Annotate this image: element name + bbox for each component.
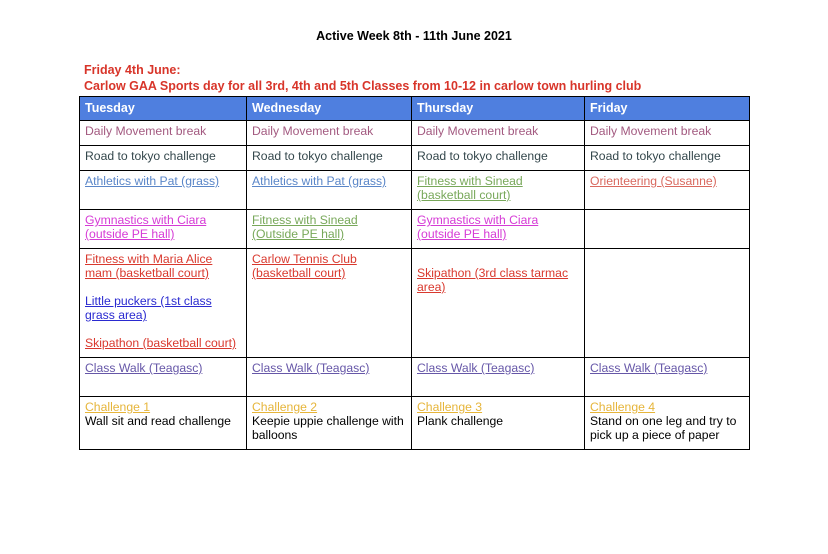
activity-text: Road to tokyo challenge	[590, 149, 721, 163]
table-cell-wednesday	[247, 121, 412, 146]
table-cell-tuesday	[80, 146, 247, 171]
activity-text: Stand on one leg and try to pick up a piece of paper	[590, 414, 737, 442]
activity-link[interactable]: Gymnastics with Ciara (outside PE hall)	[417, 213, 539, 241]
activity-text: Road to tokyo challenge	[85, 149, 216, 163]
document-title: Active Week 8th - 11th June 2021	[316, 29, 512, 43]
activity-text: Wall sit and read challenge	[85, 414, 231, 428]
activity-text: Daily Movement break	[252, 124, 374, 138]
notice-date: Friday 4th June:	[84, 63, 181, 77]
activity-link[interactable]: Athletics with Pat (grass)	[85, 174, 220, 188]
table-row	[80, 146, 750, 171]
table-cell-friday	[585, 121, 750, 146]
table-cell-tuesday	[80, 210, 247, 249]
activity-link[interactable]: Class Walk (Teagasc)	[252, 361, 370, 375]
table-cell-tuesday	[80, 397, 247, 450]
activity-link[interactable]: Fitness with Maria Alice mam (basketball court)	[85, 252, 213, 280]
activity-link[interactable]: Carlow Tennis Club (basketball court)	[252, 252, 357, 280]
activity-text: Daily Movement break	[590, 124, 712, 138]
activity-link[interactable]: Class Walk (Teagasc)	[590, 361, 708, 375]
activity-link[interactable]: Orienteering (Susanne)	[590, 174, 717, 188]
activity-link[interactable]: Challenge 2	[252, 400, 318, 414]
activity-link[interactable]: Challenge 1	[85, 400, 151, 414]
table-row	[80, 121, 750, 146]
table-cell-friday	[585, 146, 750, 171]
column-header-tuesday: Tuesday	[80, 97, 247, 121]
activity-link[interactable]: Fitness with Sinead (Outside PE hall)	[252, 213, 358, 241]
activity-link[interactable]: Athletics with Pat (grass)	[252, 174, 387, 188]
table-cell-wednesday	[247, 210, 412, 249]
table-cell-tuesday	[80, 171, 247, 210]
activity-link[interactable]: Gymnastics with Ciara (outside PE hall)	[85, 213, 207, 241]
activity-text: Daily Movement break	[85, 124, 207, 138]
table-cell-wednesday	[247, 397, 412, 450]
table-row	[80, 397, 750, 450]
column-header-friday: Friday	[585, 97, 750, 121]
activity-link[interactable]: Class Walk (Teagasc)	[417, 361, 535, 375]
table-cell-friday	[585, 171, 750, 210]
activity-link[interactable]: Class Walk (Teagasc)	[85, 361, 203, 375]
table-cell-wednesday	[247, 358, 412, 397]
table-cell-thursday	[412, 121, 585, 146]
activity-text: Road to tokyo challenge	[417, 149, 548, 163]
column-header-wednesday: Wednesday	[247, 97, 412, 121]
notice-text: Carlow GAA Sports day for all 3rd, 4th and 5th Classes from 10-12 in carlow town hurling club	[84, 78, 642, 93]
table-row	[80, 171, 750, 210]
table-row	[80, 249, 750, 358]
table-cell-friday	[585, 210, 750, 249]
table-cell-thursday	[412, 397, 585, 450]
header-row	[80, 97, 750, 121]
activity-link[interactable]: Skipathon (basketball court)	[85, 336, 237, 350]
table-cell-tuesday	[80, 249, 247, 358]
activity-text: Plank challenge	[417, 414, 504, 428]
column-header-thursday: Thursday	[412, 97, 585, 121]
activity-link[interactable]: Skipathon (3rd class tarmac area)	[417, 266, 569, 294]
table-cell-thursday	[412, 210, 585, 249]
activity-link[interactable]: Little puckers (1st class grass area)	[85, 294, 212, 322]
schedule-table	[79, 96, 750, 450]
activity-link[interactable]: Challenge 3	[417, 400, 483, 414]
table-cell-wednesday	[247, 171, 412, 210]
activity-link[interactable]: Challenge 4	[590, 400, 656, 414]
table-row	[80, 210, 750, 249]
table-cell-friday	[585, 249, 750, 358]
table-cell-thursday	[412, 171, 585, 210]
table-cell-friday	[585, 358, 750, 397]
activity-link[interactable]: Fitness with Sinead (basketball court)	[417, 174, 523, 202]
activity-text: Road to tokyo challenge	[252, 149, 383, 163]
table-cell-thursday	[412, 358, 585, 397]
activity-text: Keepie uppie challenge with balloons	[252, 414, 404, 442]
table-cell-tuesday	[80, 358, 247, 397]
table-cell-friday	[585, 397, 750, 450]
activity-text: Daily Movement break	[417, 124, 539, 138]
table-cell-thursday	[412, 249, 585, 358]
table-cell-thursday	[412, 146, 585, 171]
table-cell-tuesday	[80, 121, 247, 146]
table-row	[80, 358, 750, 397]
notice	[84, 63, 641, 94]
table-cell-wednesday	[247, 249, 412, 358]
table-cell-wednesday	[247, 146, 412, 171]
